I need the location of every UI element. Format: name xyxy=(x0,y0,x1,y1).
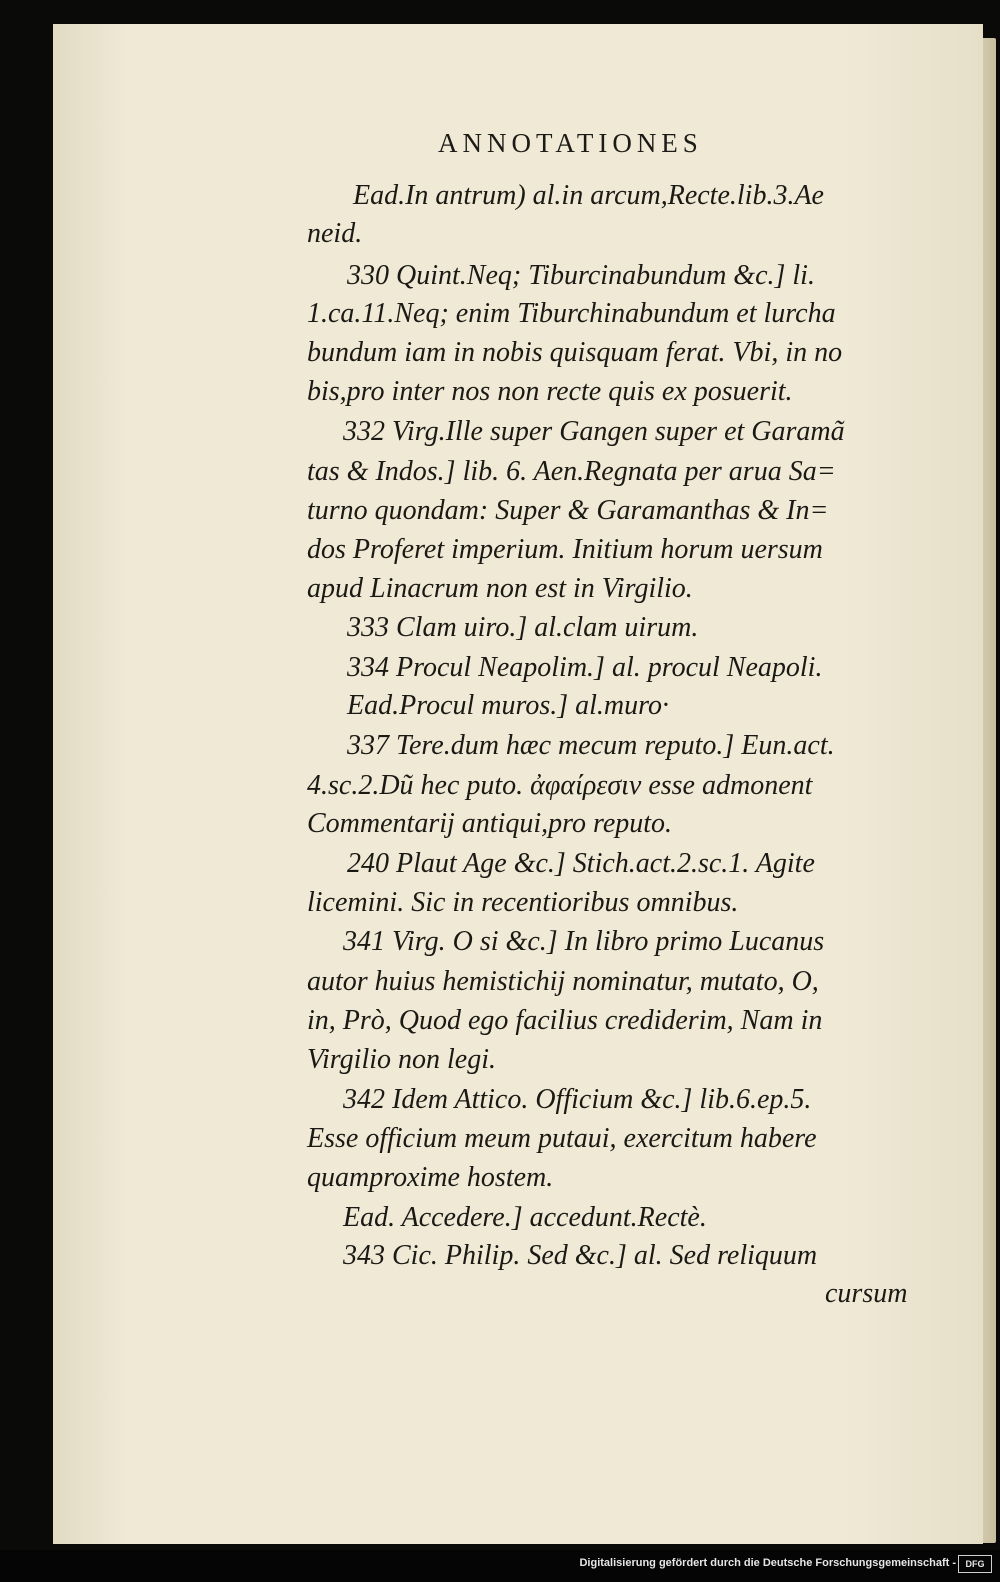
footer-credit: Digitalisierung gefördert durch die Deutsche Forschungsgemeinschaft - xyxy=(579,1557,956,1569)
dfg-logo-icon: DFG xyxy=(958,1555,992,1573)
text-line: 240 Plaut Age &c.] Stich.act.2.sc.1. Agite xyxy=(347,848,815,879)
text-line: 330 Quint.Neq; Tiburcinabundum &c.] li. xyxy=(347,260,815,291)
text-line: Ead. Accedere.] accedunt.Rectè. xyxy=(343,1202,707,1233)
text-line: 334 Procul Neapolim.] al. procul Neapoli. xyxy=(347,652,823,683)
text-line: Ead.Procul muros.] al.muro· xyxy=(347,690,669,721)
text-line: bis,pro inter nos non recte quis ex posuerit. xyxy=(307,376,793,407)
text-line: neid. xyxy=(307,218,363,249)
text-line: 343 Cic. Philip. Sed &c.] al. Sed reliquum xyxy=(343,1240,818,1271)
text-line: 1.ca.11.Neq; enim Tiburchinabundum et lurcha xyxy=(307,298,836,329)
text-line: 342 Idem Attico. Officium &c.] lib.6.ep.5. xyxy=(343,1084,812,1115)
text-line: 337 Tere.dum hæc mecum reputo.] Eun.act. xyxy=(347,730,835,761)
text-line: Esse officium meum putaui, exercitum habere xyxy=(307,1123,817,1154)
text-line: Virgilio non legi. xyxy=(307,1044,496,1075)
catchword: cursum xyxy=(825,1278,908,1309)
running-header: ANNOTATIONES xyxy=(438,128,703,158)
text-line: Ead.In antrum) al.in arcum,Recte.lib.3.Ae xyxy=(353,180,824,211)
text-line: Commentarij antiqui,pro reputo. xyxy=(307,808,673,839)
text-line: 341 Virg. O si &c.] In libro primo Lucanus xyxy=(343,926,825,957)
text-line: 333 Clam uiro.] al.clam uirum. xyxy=(347,612,699,643)
text-line: apud Linacrum non est in Virgilio. xyxy=(307,573,693,604)
text-line: licemini. Sic in recentioribus omnibus. xyxy=(307,887,739,918)
text-line: quamproxime hostem. xyxy=(307,1162,554,1193)
text-line: 4.sc.2.Dũ hec puto. ἀφαίρεσιν esse admonent xyxy=(307,770,813,801)
text-line: dos Proferet imperium. Initium horum uersum xyxy=(307,534,823,565)
text-line: tas & Indos.] lib. 6. Aen.Regnata per arua Sa= xyxy=(307,456,836,487)
text-line: turno quondam: Super & Garamanthas & In= xyxy=(307,495,829,526)
text-line: autor huius hemistichij nominatur, mutato, O, xyxy=(307,966,819,997)
text-line: bundum iam in nobis quisquam ferat. Vbi, in no xyxy=(307,337,843,368)
text-line: in, Prò, Quod ego facilius crediderim, Nam in xyxy=(307,1005,823,1036)
text-line: 332 Virg.Ille super Gangen super et Garamã xyxy=(343,416,845,447)
